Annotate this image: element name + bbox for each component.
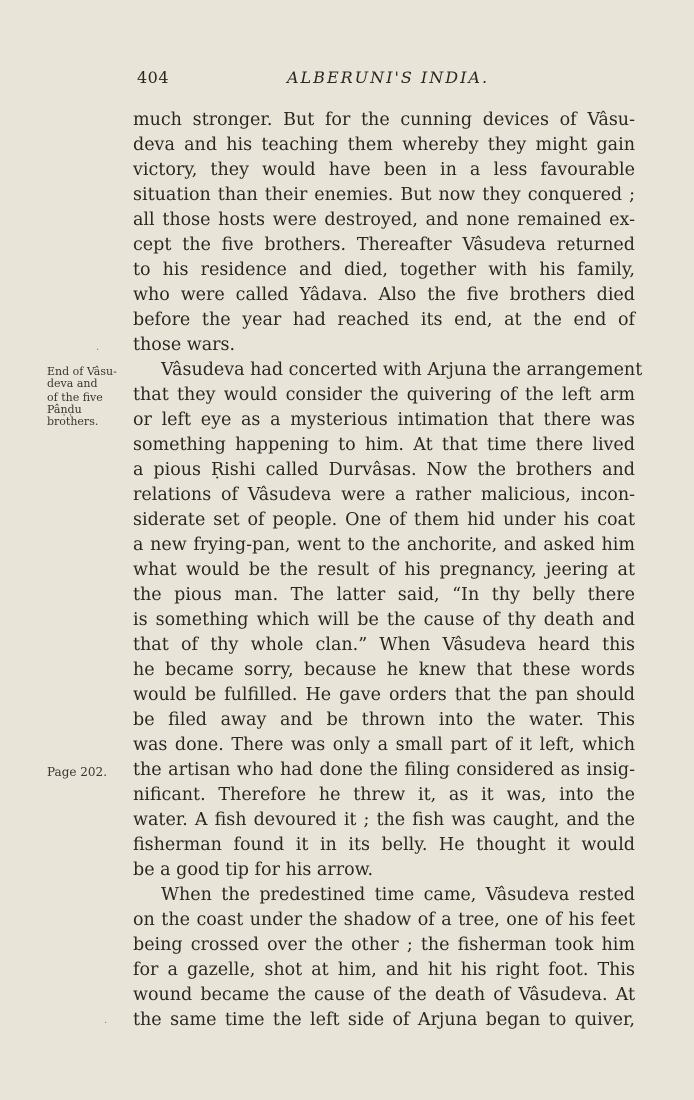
text-line: or left eye as a mysterious intimation that there was <box>133 410 635 430</box>
text-line: who were called Yâdava. Also the five brothers died <box>133 285 635 305</box>
text-line: is something which will be the cause of thy death and <box>133 610 635 630</box>
text-line: before the year had reached its end, at the end of <box>133 310 635 330</box>
text-line: the same time the left side of Arjuna began to quiver, <box>133 1010 635 1030</box>
text-line: situation than their enemies. But now they conquered ; <box>133 185 635 205</box>
text-line: nificant. Therefore he threw it, as it was, into the <box>133 785 635 805</box>
text-line: a new frying-pan, went to the anchorite, and asked him <box>133 535 635 555</box>
text-line: relations of Vâsudeva were a rather malicious, incon- <box>133 485 635 505</box>
text-line: all those hosts were destroyed, and none remained ex- <box>133 210 635 230</box>
text-line: wound became the cause of the death of Vâsudeva. At <box>133 985 635 1005</box>
text-line: a pious Ṛishi called Durvâsas. Now the brothers and <box>133 460 635 480</box>
text-line: was done. There was only a small part of it left, which <box>133 735 635 755</box>
margin-note-line: deva and <box>47 377 98 390</box>
margin-note-line: End of Vâsu- <box>47 365 117 378</box>
page-header <box>0 68 694 94</box>
text-line: be filed away and be thrown into the water. This <box>133 710 635 730</box>
text-line: siderate set of people. One of them hid under his coat <box>133 510 635 530</box>
text-line: deva and his teaching them whereby they might gain <box>133 135 635 155</box>
text-line: what would be the result of his pregnancy, jeering at <box>133 560 635 580</box>
page-number: 404 <box>137 68 170 87</box>
text-line: the pious man. The latter said, “In thy belly there <box>133 585 635 605</box>
text-line: on the coast under the shadow of a tree, one of his feet <box>133 910 635 930</box>
running-title: ALBERUNI'S INDIA. <box>287 68 490 87</box>
margin-note-line: Page 202. <box>47 765 108 779</box>
stray-mark: · <box>104 1018 108 1029</box>
text-line: something happening to him. At that time there lived <box>133 435 635 455</box>
text-line: fisherman found it in its belly. He thought it would <box>133 835 635 855</box>
text-line: water. A fish devoured it ; the fish was caught, and the <box>133 810 635 830</box>
margin-note-line: of the five <box>47 391 103 404</box>
text-line: When the predestined time came, Vâsudeva rested <box>161 885 635 905</box>
text-line: the artisan who had done the filing considered as insig- <box>133 760 635 780</box>
text-line: cept the five brothers. Thereafter Vâsudeva returned <box>133 235 635 255</box>
margin-note-line: brothers. <box>47 415 99 428</box>
text-line: that they would consider the quivering of the left arm <box>133 385 635 405</box>
text-line: that of thy whole clan.” When Vâsudeva heard this <box>133 635 635 655</box>
text-line: for a gazelle, shot at him, and hit his right foot. This <box>133 960 635 980</box>
margin-note-end-of-vasudeva <box>47 366 131 428</box>
margin-note-page-reference <box>47 766 131 778</box>
text-line: Vâsudeva had concerted with Arjuna the arrangement <box>161 360 643 380</box>
body-text <box>133 108 643 1033</box>
text-line: victory, they would have been in a less favourable <box>133 160 635 180</box>
margin-note-line: Pâṇḍu <box>47 403 82 416</box>
text-line: those wars. <box>133 335 236 355</box>
text-line: be a good tip for his arrow. <box>133 860 374 880</box>
stray-mark: · <box>96 345 100 356</box>
text-line: being crossed over the other ; the fisherman took him <box>133 935 635 955</box>
text-line: much stronger. But for the cunning devices of Vâsu- <box>133 110 635 130</box>
text-line: he became sorry, because he knew that these words <box>133 660 635 680</box>
text-line: to his residence and died, together with his family, <box>133 260 635 280</box>
text-line: would be fulfilled. He gave orders that the pan should <box>133 685 635 705</box>
